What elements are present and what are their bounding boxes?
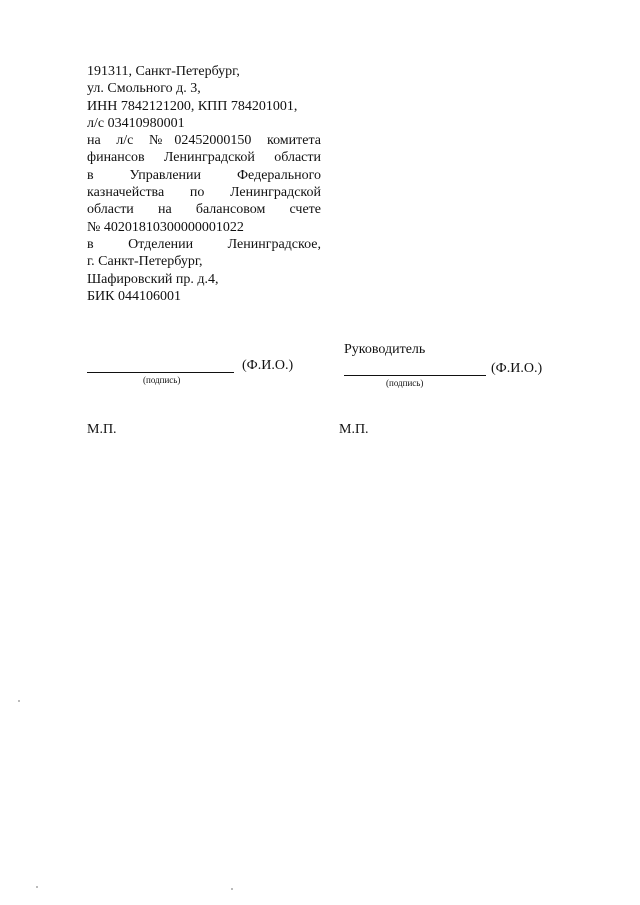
scan-artifact	[231, 888, 233, 890]
signature-row	[87, 356, 317, 385]
signature-row	[344, 358, 574, 388]
address-line: в Управлении Федерального	[87, 167, 321, 183]
signature-caption: (подпись)	[386, 378, 424, 388]
address-line: области на балансовом счете	[87, 202, 321, 218]
address-line: финансов Ленинградской области	[87, 150, 321, 166]
address-line: на л/с №02452000150 комитета	[87, 133, 321, 149]
scan-artifact	[36, 886, 38, 888]
address-line: 191311, Санкт-Петербург,	[87, 64, 240, 79]
signature-caption: (подпись)	[143, 375, 181, 385]
address-line: ул. Смольного д. 3,	[87, 81, 201, 97]
signature-block-left	[87, 356, 317, 385]
fio-label: (Ф.И.О.)	[491, 361, 543, 376]
signature-line[interactable]	[344, 375, 486, 376]
scan-artifact	[18, 700, 20, 702]
address-line: № 40201810300000001022	[87, 219, 244, 235]
address-line: ИНН 7842121200, КПП 784201001,	[87, 98, 298, 114]
signature-block-right	[344, 341, 574, 388]
fio-label: (Ф.И.О.)	[242, 358, 294, 373]
signature-line[interactable]	[87, 372, 234, 373]
address-line: л/с 03410980001	[87, 115, 185, 131]
address-line: г. Санкт-Петербург,	[87, 254, 203, 270]
address-line: БИК 044106001	[87, 288, 181, 304]
role-title: Руководитель	[344, 342, 426, 357]
address-line: в Отделении Ленинградское,	[87, 236, 321, 252]
stamp-placeholder-left: М.П.	[87, 422, 117, 437]
address-line: Шафировский пр. д.4,	[87, 271, 219, 287]
stamp-placeholder-right: М.П.	[339, 422, 369, 437]
payee-address-block	[87, 63, 321, 305]
address-line: казначейства по Ленинградской	[87, 185, 321, 201]
